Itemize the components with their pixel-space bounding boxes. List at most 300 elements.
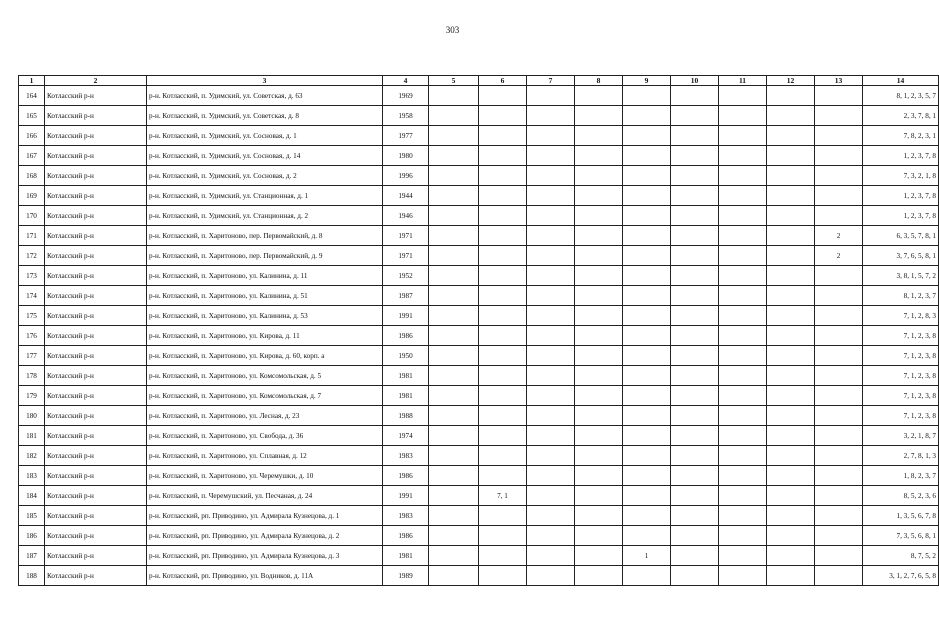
table-cell-col-13 [815, 406, 863, 426]
table-cell-col-9 [623, 486, 671, 506]
table-cell-col-5 [429, 146, 479, 166]
table-cell-col-1: 164 [19, 86, 45, 106]
table-cell-col-5 [429, 446, 479, 466]
table-cell-col-13 [815, 466, 863, 486]
table-cell-col-10 [671, 526, 719, 546]
table-row [19, 386, 939, 406]
table-cell-col-13 [815, 266, 863, 286]
table-cell-col-11 [719, 246, 767, 266]
table-cell-col-7 [527, 466, 575, 486]
table-cell-col-10 [671, 466, 719, 486]
table-row [19, 206, 939, 226]
table-cell-col-5 [429, 386, 479, 406]
table-cell-col-6 [479, 126, 527, 146]
table-cell-col-6 [479, 526, 527, 546]
table-cell-col-4: 1981 [383, 546, 429, 566]
table-cell-col-2: Котласский р-н [45, 346, 147, 366]
table-cell-col-5 [429, 286, 479, 306]
table-cell-col-12 [767, 246, 815, 266]
table-cell-col-6 [479, 146, 527, 166]
table-cell-col-11 [719, 86, 767, 106]
table-cell-col-7 [527, 326, 575, 346]
table-cell-col-3: р-н. Котласский, п. Харитоново, ул. Сплавная, д. 12 [147, 446, 383, 466]
table-cell-col-5 [429, 346, 479, 366]
column-header-12: 12 [767, 76, 815, 86]
table-cell-col-12 [767, 166, 815, 186]
table-cell-col-4: 1989 [383, 566, 429, 586]
table-cell-col-7 [527, 566, 575, 586]
table-cell-col-8 [575, 106, 623, 126]
column-header-10: 10 [671, 76, 719, 86]
table-cell-col-1: 178 [19, 366, 45, 386]
table-cell-col-6 [479, 566, 527, 586]
table-cell-col-7 [527, 386, 575, 406]
column-header-11: 11 [719, 76, 767, 86]
table-cell-col-9 [623, 386, 671, 406]
table-cell-col-9: 1 [623, 546, 671, 566]
table-cell-col-5 [429, 406, 479, 426]
table-cell-col-9 [623, 186, 671, 206]
table-cell-col-8 [575, 466, 623, 486]
table-cell-col-6 [479, 546, 527, 566]
table-cell-col-10 [671, 86, 719, 106]
table-cell-col-9 [623, 466, 671, 486]
table-row [19, 186, 939, 206]
table-cell-col-10 [671, 446, 719, 466]
table-cell-col-4: 1987 [383, 286, 429, 306]
table-cell-col-12 [767, 326, 815, 346]
table-cell-col-14: 7, 1, 2, 3, 8 [863, 326, 939, 346]
table-cell-col-10 [671, 506, 719, 526]
table-cell-col-11 [719, 446, 767, 466]
table-cell-col-5 [429, 246, 479, 266]
table-cell-col-5 [429, 226, 479, 246]
column-header-9: 9 [623, 76, 671, 86]
table-cell-col-3: р-н. Котласский, п. Харитоново, ул. Свобода, д. 36 [147, 426, 383, 446]
table-row [19, 546, 939, 566]
table-cell-col-4: 1974 [383, 426, 429, 446]
table-cell-col-14: 3, 7, 6, 5, 8, 1 [863, 246, 939, 266]
table-cell-col-3: р-н. Котласский, п. Харитоново, ул. Кирова, д. 60, корп. а [147, 346, 383, 366]
table-cell-col-4: 1983 [383, 446, 429, 466]
table-cell-col-13 [815, 106, 863, 126]
table-cell-col-13 [815, 566, 863, 586]
table-cell-col-2: Котласский р-н [45, 566, 147, 586]
table-cell-col-8 [575, 346, 623, 366]
table-row [19, 406, 939, 426]
table-cell-col-6 [479, 86, 527, 106]
table-cell-col-6 [479, 186, 527, 206]
table-cell-col-6 [479, 266, 527, 286]
table-row [19, 166, 939, 186]
table-cell-col-2: Котласский р-н [45, 406, 147, 426]
column-header-7: 7 [527, 76, 575, 86]
table-cell-col-8 [575, 566, 623, 586]
table-cell-col-10 [671, 426, 719, 446]
table-cell-col-12 [767, 286, 815, 306]
table-cell-col-6 [479, 306, 527, 326]
table-cell-col-6 [479, 346, 527, 366]
table-cell-col-8 [575, 306, 623, 326]
table-cell-col-12 [767, 566, 815, 586]
table-cell-col-4: 1981 [383, 366, 429, 386]
table-cell-col-13 [815, 146, 863, 166]
table-cell-col-6 [479, 446, 527, 466]
table-cell-col-5 [429, 166, 479, 186]
table-cell-col-3: р-н. Котласский, п. Харитоново, ул. Комсомольская, д. 7 [147, 386, 383, 406]
table-cell-col-3: р-н. Котласский, п. Удимский, ул. Сосновая, д. 1 [147, 126, 383, 146]
table-cell-col-13: 2 [815, 246, 863, 266]
table-cell-col-12 [767, 506, 815, 526]
table-cell-col-2: Котласский р-н [45, 426, 147, 446]
table-cell-col-5 [429, 186, 479, 206]
table-cell-col-8 [575, 326, 623, 346]
table-cell-col-5 [429, 126, 479, 146]
table-cell-col-9 [623, 86, 671, 106]
table-cell-col-1: 171 [19, 226, 45, 246]
table-cell-col-3: р-н. Котласский, п. Харитоново, ул. Калинина, д. 53 [147, 306, 383, 326]
table-cell-col-3: р-н. Котласский, п. Удимский, ул. Сосновая, д. 2 [147, 166, 383, 186]
table-cell-col-10 [671, 126, 719, 146]
table-cell-col-9 [623, 206, 671, 226]
table-cell-col-1: 188 [19, 566, 45, 586]
table-cell-col-11 [719, 306, 767, 326]
table-cell-col-6 [479, 246, 527, 266]
column-header-5: 5 [429, 76, 479, 86]
table-cell-col-4: 1986 [383, 466, 429, 486]
table-cell-col-11 [719, 286, 767, 306]
table-cell-col-11 [719, 486, 767, 506]
table-cell-col-10 [671, 206, 719, 226]
table-row [19, 106, 939, 126]
table-cell-col-4: 1977 [383, 126, 429, 146]
table-cell-col-14: 7, 8, 2, 3, 1 [863, 126, 939, 146]
table-cell-col-5 [429, 86, 479, 106]
table-cell-col-1: 166 [19, 126, 45, 146]
table-cell-col-9 [623, 506, 671, 526]
table-row [19, 286, 939, 306]
table-cell-col-4: 1958 [383, 106, 429, 126]
table-cell-col-9 [623, 126, 671, 146]
table-cell-col-11 [719, 346, 767, 366]
table-cell-col-9 [623, 566, 671, 586]
table-cell-col-3: р-н. Котласский, п. Удимский, ул. Станционная, д. 1 [147, 186, 383, 206]
table-cell-col-3: р-н. Котласский, рп. Приводино, ул. Адмирала Кузнецова, д. 3 [147, 546, 383, 566]
table-cell-col-7 [527, 266, 575, 286]
table-cell-col-12 [767, 546, 815, 566]
table-cell-col-4: 1944 [383, 186, 429, 206]
table-cell-col-1: 187 [19, 546, 45, 566]
table-cell-col-13 [815, 526, 863, 546]
table-row [19, 426, 939, 446]
table-cell-col-12 [767, 486, 815, 506]
table-cell-col-8 [575, 286, 623, 306]
table-cell-col-5 [429, 266, 479, 286]
table-cell-col-14: 7, 3, 5, 6, 8, 1 [863, 526, 939, 546]
table-cell-col-12 [767, 266, 815, 286]
table-cell-col-11 [719, 386, 767, 406]
table-cell-col-3: р-н. Котласский, п. Удимский, ул. Сосновая, д. 14 [147, 146, 383, 166]
table-cell-col-5 [429, 426, 479, 446]
table-cell-col-5 [429, 106, 479, 126]
table-cell-col-2: Котласский р-н [45, 206, 147, 226]
table-cell-col-13 [815, 386, 863, 406]
table-cell-col-14: 3, 8, 1, 5, 7, 2 [863, 266, 939, 286]
table-cell-col-14: 7, 1, 2, 3, 8 [863, 386, 939, 406]
table-cell-col-14: 2, 7, 8, 1, 3 [863, 446, 939, 466]
table-cell-col-14: 8, 1, 2, 3, 5, 7 [863, 86, 939, 106]
table-cell-col-4: 1952 [383, 266, 429, 286]
table-cell-col-2: Котласский р-н [45, 166, 147, 186]
table-cell-col-9 [623, 366, 671, 386]
table-cell-col-14: 3, 2, 1, 8, 7 [863, 426, 939, 446]
table-cell-col-2: Котласский р-н [45, 246, 147, 266]
table-cell-col-11 [719, 466, 767, 486]
table-cell-col-7 [527, 486, 575, 506]
table-cell-col-5 [429, 326, 479, 346]
table-cell-col-1: 175 [19, 306, 45, 326]
table-cell-col-8 [575, 506, 623, 526]
table-cell-col-4: 1971 [383, 246, 429, 266]
table-cell-col-12 [767, 126, 815, 146]
table-cell-col-11 [719, 366, 767, 386]
table-cell-col-11 [719, 566, 767, 586]
table-cell-col-2: Котласский р-н [45, 326, 147, 346]
table-cell-col-8 [575, 206, 623, 226]
table-cell-col-1: 180 [19, 406, 45, 426]
table-cell-col-1: 177 [19, 346, 45, 366]
registry-table [18, 75, 939, 586]
table-cell-col-12 [767, 466, 815, 486]
table-cell-col-14: 8, 1, 2, 3, 7 [863, 286, 939, 306]
table-cell-col-7 [527, 146, 575, 166]
table-row [19, 126, 939, 146]
table-cell-col-14: 1, 3, 5, 6, 7, 8 [863, 506, 939, 526]
table-cell-col-9 [623, 326, 671, 346]
table-cell-col-4: 1991 [383, 306, 429, 326]
table-cell-col-1: 169 [19, 186, 45, 206]
table-header [19, 76, 939, 86]
table-row [19, 506, 939, 526]
table-cell-col-4: 1971 [383, 226, 429, 246]
table-cell-col-8 [575, 366, 623, 386]
table-cell-col-7 [527, 226, 575, 246]
table-cell-col-10 [671, 286, 719, 306]
table-cell-col-9 [623, 406, 671, 426]
table-cell-col-2: Котласский р-н [45, 226, 147, 246]
table-cell-col-7 [527, 366, 575, 386]
table-cell-col-11 [719, 266, 767, 286]
table-cell-col-3: р-н. Котласский, п. Харитоново, ул. Черемушки, д. 10 [147, 466, 383, 486]
table-cell-col-6 [479, 106, 527, 126]
table-cell-col-14: 7, 3, 2, 1, 8 [863, 166, 939, 186]
column-header-6: 6 [479, 76, 527, 86]
table-cell-col-2: Котласский р-н [45, 146, 147, 166]
table-cell-col-8 [575, 226, 623, 246]
table-cell-col-4: 1996 [383, 166, 429, 186]
table-cell-col-10 [671, 226, 719, 246]
table-cell-col-8 [575, 266, 623, 286]
table-cell-col-1: 165 [19, 106, 45, 126]
table-cell-col-2: Котласский р-н [45, 106, 147, 126]
table-cell-col-14: 7, 1, 2, 8, 3 [863, 306, 939, 326]
table-cell-col-2: Котласский р-н [45, 486, 147, 506]
table-cell-col-7 [527, 86, 575, 106]
table-cell-col-13 [815, 346, 863, 366]
table-cell-col-14: 1, 2, 3, 7, 8 [863, 146, 939, 166]
table-cell-col-5 [429, 506, 479, 526]
table-row [19, 266, 939, 286]
table-cell-col-12 [767, 406, 815, 426]
table-cell-col-11 [719, 546, 767, 566]
table-cell-col-11 [719, 506, 767, 526]
table-cell-col-6 [479, 506, 527, 526]
table-row [19, 86, 939, 106]
table-cell-col-7 [527, 306, 575, 326]
table-cell-col-1: 170 [19, 206, 45, 226]
page-number: 303 [445, 25, 460, 35]
table-cell-col-7 [527, 106, 575, 126]
table-row [19, 306, 939, 326]
table-cell-col-13 [815, 486, 863, 506]
table-cell-col-8 [575, 406, 623, 426]
table-cell-col-2: Котласский р-н [45, 386, 147, 406]
table-cell-col-4: 1980 [383, 146, 429, 166]
table-cell-col-11 [719, 526, 767, 546]
table-row [19, 566, 939, 586]
column-header-1: 1 [19, 76, 45, 86]
table-row [19, 526, 939, 546]
table-cell-col-11 [719, 106, 767, 126]
table-cell-col-12 [767, 306, 815, 326]
table-cell-col-8 [575, 126, 623, 146]
table-cell-col-3: р-н. Котласский, п. Харитоново, ул. Калинина, д. 11 [147, 266, 383, 286]
table-cell-col-8 [575, 386, 623, 406]
table-cell-col-2: Котласский р-н [45, 466, 147, 486]
table-cell-col-8 [575, 526, 623, 546]
table-cell-col-10 [671, 326, 719, 346]
table-cell-col-4: 1950 [383, 346, 429, 366]
table-cell-col-6 [479, 406, 527, 426]
table-cell-col-10 [671, 486, 719, 506]
table-cell-col-9 [623, 306, 671, 326]
table-cell-col-11 [719, 126, 767, 146]
table-cell-col-1: 174 [19, 286, 45, 306]
table-cell-col-1: 185 [19, 506, 45, 526]
table-cell-col-1: 168 [19, 166, 45, 186]
table-cell-col-2: Котласский р-н [45, 86, 147, 106]
table-cell-col-13 [815, 326, 863, 346]
table-body [19, 86, 939, 586]
table-cell-col-12 [767, 366, 815, 386]
table-cell-col-11 [719, 406, 767, 426]
table-cell-col-7 [527, 186, 575, 206]
table-cell-col-9 [623, 246, 671, 266]
table-cell-col-5 [429, 366, 479, 386]
table-row [19, 146, 939, 166]
table-cell-col-1: 181 [19, 426, 45, 446]
table-cell-col-13 [815, 126, 863, 146]
table-cell-col-9 [623, 286, 671, 306]
table-cell-col-3: р-н. Котласский, п. Харитоново, ул. Калинина, д. 51 [147, 286, 383, 306]
table-cell-col-3: р-н. Котласский, п. Удимский, ул. Советская, д. 63 [147, 86, 383, 106]
table-cell-col-3: р-н. Котласский, п. Харитоново, ул. Комсомольская, д. 5 [147, 366, 383, 386]
table-cell-col-7 [527, 246, 575, 266]
table-cell-col-9 [623, 226, 671, 246]
table-cell-col-8 [575, 446, 623, 466]
table-cell-col-8 [575, 186, 623, 206]
table-cell-col-8 [575, 166, 623, 186]
table-cell-col-3: р-н. Котласский, п. Харитоново, пер. Первомайский, д. 8 [147, 226, 383, 246]
table-cell-col-10 [671, 386, 719, 406]
table-row [19, 246, 939, 266]
table-cell-col-7 [527, 286, 575, 306]
table-cell-col-2: Котласский р-н [45, 126, 147, 146]
column-header-14: 14 [863, 76, 939, 86]
table-cell-col-4: 1986 [383, 526, 429, 546]
table-cell-col-6 [479, 286, 527, 306]
table-cell-col-14: 7, 1, 2, 3, 8 [863, 406, 939, 426]
table-cell-col-3: р-н. Котласский, рп. Приводино, ул. Адмирала Кузнецова, д. 1 [147, 506, 383, 526]
table-cell-col-9 [623, 146, 671, 166]
table-cell-col-7 [527, 126, 575, 146]
table-cell-col-8 [575, 426, 623, 446]
table-cell-col-3: р-н. Котласский, п. Удимский, ул. Советская, д. 8 [147, 106, 383, 126]
table-cell-col-13 [815, 446, 863, 466]
table-cell-col-14: 6, 3, 5, 7, 8, 1 [863, 226, 939, 246]
table-cell-col-13 [815, 186, 863, 206]
table-row [19, 226, 939, 246]
table-cell-col-10 [671, 406, 719, 426]
table-cell-col-9 [623, 526, 671, 546]
table-cell-col-13 [815, 506, 863, 526]
table-cell-col-5 [429, 566, 479, 586]
table-cell-col-2: Котласский р-н [45, 306, 147, 326]
table-cell-col-3: р-н. Котласский, п. Харитоново, ул. Лесная, д. 23 [147, 406, 383, 426]
table-cell-col-5 [429, 526, 479, 546]
table-cell-col-6 [479, 166, 527, 186]
table-cell-col-1: 184 [19, 486, 45, 506]
table-cell-col-10 [671, 346, 719, 366]
table-cell-col-1: 167 [19, 146, 45, 166]
table-cell-col-4: 1988 [383, 406, 429, 426]
table-cell-col-3: р-н. Котласский, п. Черемушский, ул. Песчаная, д. 24 [147, 486, 383, 506]
table-row [19, 486, 939, 506]
table-cell-col-10 [671, 166, 719, 186]
table-cell-col-10 [671, 546, 719, 566]
table-cell-col-10 [671, 306, 719, 326]
column-header-13: 13 [815, 76, 863, 86]
table-cell-col-9 [623, 426, 671, 446]
table-cell-col-6 [479, 426, 527, 446]
table-cell-col-12 [767, 386, 815, 406]
table-cell-col-13 [815, 86, 863, 106]
table-cell-col-2: Котласский р-н [45, 286, 147, 306]
table-cell-col-8 [575, 486, 623, 506]
table-cell-col-8 [575, 546, 623, 566]
table-cell-col-10 [671, 146, 719, 166]
table-cell-col-12 [767, 206, 815, 226]
table-cell-col-9 [623, 166, 671, 186]
table-cell-col-2: Котласский р-н [45, 506, 147, 526]
table-cell-col-11 [719, 226, 767, 246]
table-cell-col-1: 179 [19, 386, 45, 406]
table-cell-col-7 [527, 206, 575, 226]
table-cell-col-7 [527, 166, 575, 186]
table-cell-col-12 [767, 346, 815, 366]
table-cell-col-3: р-н. Котласский, рп. Приводино, ул. Водников, д. 11А [147, 566, 383, 586]
table-cell-col-1: 186 [19, 526, 45, 546]
